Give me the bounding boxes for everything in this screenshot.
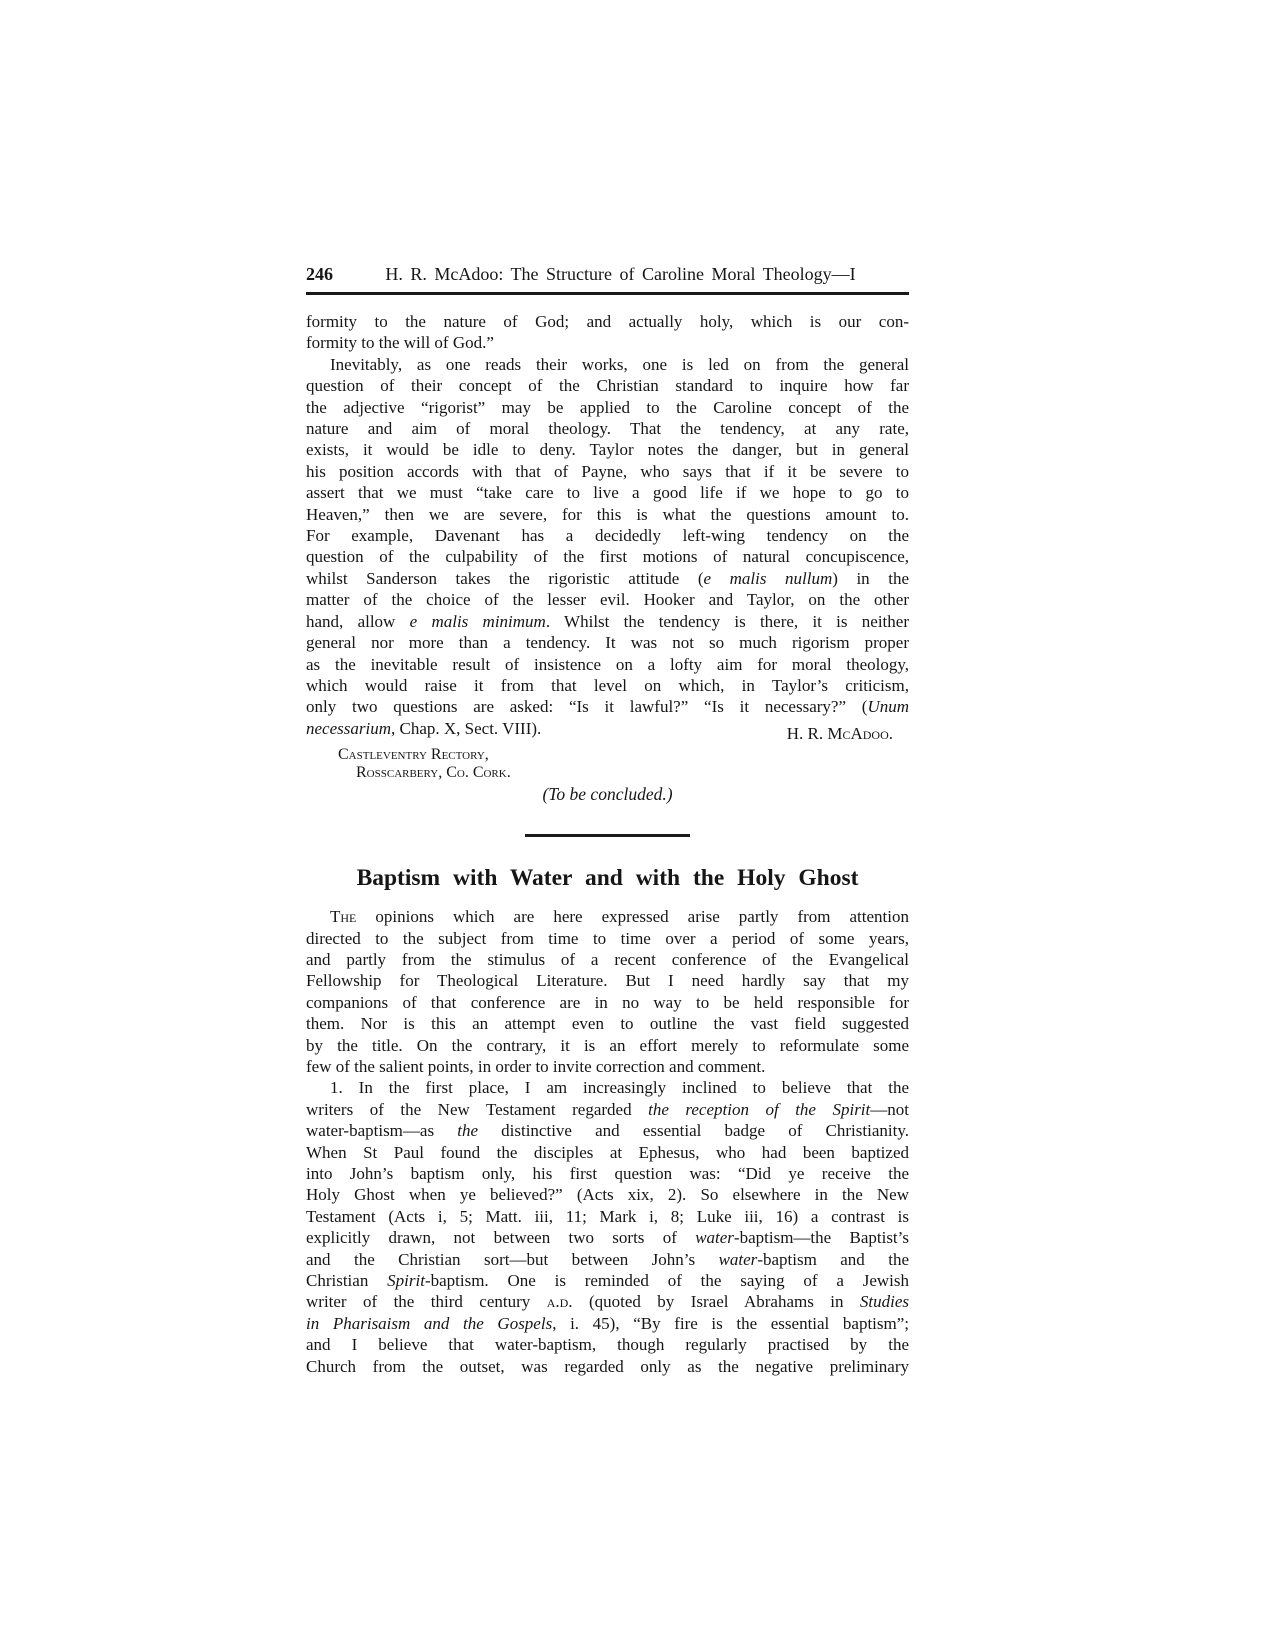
text-column <box>306 262 909 1377</box>
text-segment: formity to the will of God.” <box>306 333 494 353</box>
text-line <box>306 970 909 991</box>
text-line <box>306 461 909 482</box>
text-segment: question of the culpability of the first motions of natural concupiscence, <box>306 547 909 567</box>
text-line <box>306 311 909 332</box>
text-segment: T <box>330 907 341 927</box>
text-segment: formity to the nature of God; and actually holy, which is our con- <box>306 312 909 331</box>
text-line <box>306 611 909 632</box>
text-line <box>306 949 909 970</box>
text-line <box>306 632 909 653</box>
text-segment: general nor more than a tendency. It was not so much rigorism proper <box>306 633 909 653</box>
text-line <box>306 354 909 375</box>
text-segment: , Chap. X, Sect. VIII). <box>390 718 542 738</box>
text-segment: Testament (Acts i, 5; Matt. iii, 11; Mark i, 8; Luke iii, 16) a contrast is <box>306 1206 909 1226</box>
text-line <box>306 928 909 949</box>
text-line <box>306 906 909 927</box>
text-segment: directed to the subject from time to time over a period of some years, <box>306 928 909 948</box>
text-segment: . <box>888 724 893 744</box>
text-segment: —not <box>870 1099 909 1119</box>
text-line <box>306 1206 909 1227</box>
text-segment: the <box>457 1121 478 1141</box>
text-segment: in Pharisaism and the Gospels <box>306 1313 553 1333</box>
text-segment: water <box>718 1249 758 1269</box>
text-segment: Church from the outset, was regarded only as the negative preliminary <box>306 1356 909 1376</box>
author-address <box>306 746 909 782</box>
article2-title: Baptism with Water and with the Holy Ghost <box>356 865 859 892</box>
text-segment: necessarium <box>306 718 391 738</box>
text-line <box>306 1270 909 1291</box>
text-segment: Inevitably, as one reads their works, one is led on from the general <box>330 354 909 374</box>
text-segment: question of their concept of the Christian standard to inquire how far <box>306 376 909 396</box>
text-segment: into John’s baptism only, his first question was: “Did ye receive the <box>306 1164 909 1183</box>
text-line <box>306 1163 909 1184</box>
text-segment: few of the salient points, in order to invite correction and comment. <box>306 1056 766 1076</box>
text-line <box>306 482 909 503</box>
text-segment: companions of that conference are in no way to be held responsible for <box>306 992 909 1012</box>
text-segment: writers of the New Testament regarded <box>306 1099 649 1119</box>
text-segment: -baptism and the <box>757 1249 909 1269</box>
text-segment: Unum <box>867 697 909 717</box>
text-line <box>306 992 909 1013</box>
text-line <box>306 418 909 439</box>
text-segment: When St Paul found the disciples at Ephesus, who had been baptized <box>306 1142 909 1162</box>
text-segment: -baptism—the Baptist’s <box>733 1228 909 1248</box>
text-segment: Fellowship for Theological Literature. But I need hardly say that my <box>306 971 909 991</box>
text-line <box>306 1334 909 1355</box>
running-header <box>306 262 909 295</box>
text-line <box>306 546 909 567</box>
text-segment: For example, Davenant has a decidedly left-wing tendency on the <box>306 526 909 546</box>
text-line <box>306 1142 909 1163</box>
running-title: H. R. McAdoo: The Structure of Caroline Moral Theology—I <box>385 264 856 284</box>
text-segment: , i. 45), “By fire is the essential baptism”; <box>552 1313 909 1333</box>
text-segment: Spirit <box>387 1271 425 1291</box>
text-segment: e malis nullum <box>703 568 833 588</box>
text-line <box>306 1249 909 1270</box>
text-line <box>306 1099 909 1120</box>
text-segment: Rosscarbery, Co. Cork. <box>356 764 511 782</box>
text-line <box>306 439 909 460</box>
text-segment: a.d. <box>546 1292 573 1312</box>
text-segment: -baptism. One is reminded of the saying of a Jewish <box>424 1271 909 1291</box>
text-segment: e malis minimum <box>409 611 546 631</box>
text-line <box>306 1013 909 1034</box>
text-segment: distinctive and essential badge of Christianity. <box>478 1121 909 1141</box>
text-segment: hand, allow <box>306 611 410 631</box>
text-line <box>306 375 909 396</box>
text-line <box>306 589 909 610</box>
text-segment: H. R. M <box>786 724 843 744</box>
text-segment: Studies <box>859 1292 909 1312</box>
text-segment: opinions which are here expressed arise partly from attention <box>356 907 909 927</box>
section-divider-rule <box>525 834 690 837</box>
text-line <box>306 397 909 418</box>
text-line <box>306 1120 909 1141</box>
text-segment: assert that we must “take care to live a good life if we hope to go to <box>306 483 909 503</box>
text-line <box>306 1035 909 1056</box>
text-line <box>306 1313 909 1334</box>
text-segment: 1. In the first place, I am increasingly inclined to believe that the <box>330 1078 909 1098</box>
text-segment: ) in the <box>832 568 909 588</box>
text-segment: . Whilst the tendency is there, it is neither <box>545 611 909 631</box>
text-segment: Holy Ghost when ye believed?” (Acts xix, 2). So elsewhere in the New <box>306 1185 909 1205</box>
text-line <box>306 525 909 546</box>
text-segment: writer of the third century <box>306 1292 547 1312</box>
article2-body <box>306 906 909 1377</box>
text-segment: explicitly drawn, not between two sorts of <box>306 1228 696 1248</box>
text-segment: and I believe that water-baptism, though regularly practised by the <box>306 1335 909 1355</box>
text-segment: and the Christian sort—but between John’s <box>306 1249 719 1269</box>
address-line-1 <box>306 746 909 764</box>
text-line <box>306 1056 909 1077</box>
text-segment: which would raise it from that level on which, in Taylor’s criticism, <box>306 675 909 695</box>
text-line <box>306 332 909 353</box>
address-line-2 <box>306 764 909 782</box>
text-segment: Castleventry Rectory, <box>338 746 489 764</box>
text-segment: whilst Sanderson takes the rigoristic attitude ( <box>306 568 704 588</box>
text-segment: by the title. On the contrary, it is an effort merely to reformulate some <box>306 1035 909 1055</box>
text-segment: Heaven,” then we are severe, for this is what the questions amount to. <box>306 504 909 524</box>
text-segment: his position accords with that of Payne, who says that if it be severe to <box>306 461 909 481</box>
article1-body <box>306 311 909 739</box>
text-segment: cAdoo <box>842 724 889 744</box>
text-segment: exists, it would be idle to deny. Taylor notes the danger, but in general <box>306 440 909 460</box>
text-segment: (quoted by Israel Abrahams in <box>572 1292 860 1312</box>
text-segment: as the inevitable result of insistence on a lofty aim for moral theology, <box>306 654 909 674</box>
to-be-concluded-note: (To be concluded.) <box>542 784 673 805</box>
text-segment: nature and aim of moral theology. That the tendency, at any rate, <box>306 419 909 439</box>
text-segment: water <box>695 1228 734 1248</box>
text-segment: the adjective “rigorist” may be applied to the Caroline concept of the <box>306 397 909 417</box>
text-line <box>306 568 909 589</box>
text-segment: the reception of the Spirit <box>648 1099 871 1119</box>
text-line <box>306 1291 909 1312</box>
text-line <box>306 675 909 696</box>
text-line <box>306 1356 909 1377</box>
text-segment: water-baptism—as <box>306 1121 458 1141</box>
text-segment: matter of the choice of the lesser evil. Hooker and Taylor, on the other <box>306 590 909 610</box>
text-line <box>306 654 909 675</box>
text-line <box>306 696 909 717</box>
text-segment: them. Nor is this an attempt even to outline the vast field suggested <box>306 1014 909 1034</box>
text-segment: Christian <box>306 1271 388 1291</box>
text-segment: only two questions are asked: “Is it lawful?” “Is it necessary?” ( <box>306 697 868 717</box>
text-line <box>306 1227 909 1248</box>
text-segment: and partly from the stimulus of a recent conference of the Evangelical <box>306 949 909 969</box>
text-line <box>306 504 909 525</box>
text-line <box>306 1077 909 1098</box>
page-number: 246 <box>306 264 333 284</box>
text-line <box>306 1184 909 1205</box>
text-segment: he <box>340 907 357 927</box>
